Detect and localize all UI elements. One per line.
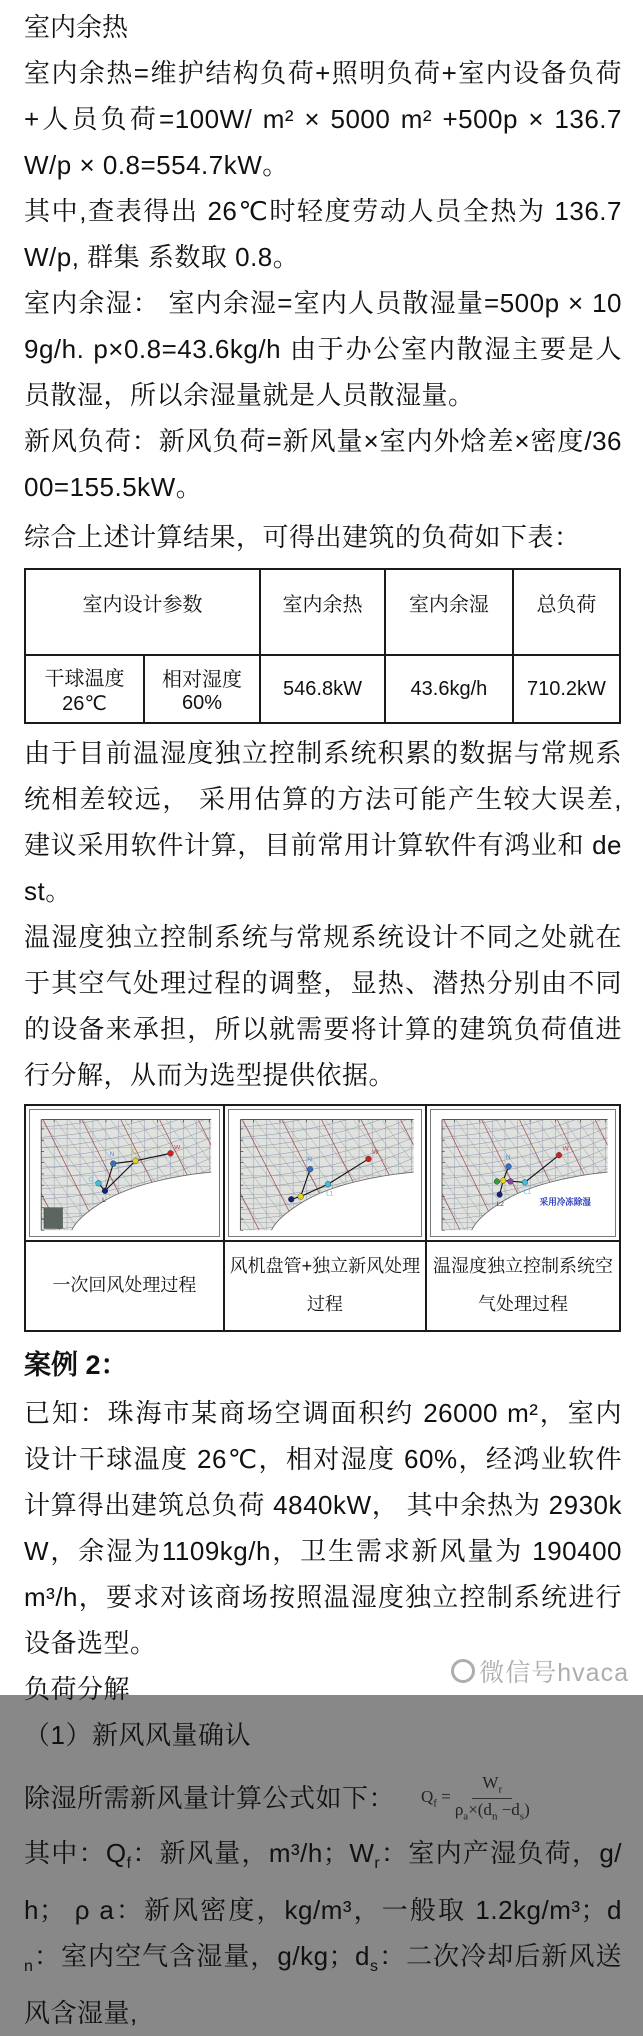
chart-cell-3: [426, 1105, 620, 1241]
paragraph-software: 由于目前温湿度独立控制系统积累的数据与常规系统相差较远， 采用估算的方法可能产生较大误差,建议采用软件计算，目前常用计算软件有鸿业和 dest。: [24, 738, 622, 906]
header-indoor-heat: 室内余热: [260, 569, 385, 655]
svg-text:L1: L1: [325, 1190, 334, 1198]
cell-total-load-value: 710.2kW: [513, 655, 620, 723]
header-indoor-moisture: 室内余湿: [385, 569, 513, 655]
chart-cell-2: [224, 1105, 426, 1241]
svg-text:N: N: [109, 1151, 115, 1159]
chart-caption-2: 风机盘管+独立新风处理过程: [224, 1241, 426, 1331]
psychrometric-chart-3: [433, 1112, 613, 1234]
process-charts-table: [24, 1104, 621, 1332]
svg-text:L: L: [102, 1197, 106, 1205]
svg-text:W: W: [562, 1145, 569, 1153]
header-design-params: 室内设计参数: [25, 569, 260, 655]
paragraph-formula-terms: 其中：$Q_f$：新风量，m³/h；$W_r$：室内产湿负荷，g/h； ρ a：新风密度，kg/m³，一般取 1.2kg/m³；$d_n$：室内空气含湿量，g/kg；$d_s$：二次冷却后新风送风含湿量,: [24, 1838, 622, 2029]
svg-text:N: N: [505, 1153, 511, 1161]
psychrometric-chart-1: [32, 1112, 217, 1234]
formula-label: 除湿所需新风量计算公式如下：: [24, 1783, 396, 1813]
chart-caption-1: 一次回风处理过程: [25, 1241, 224, 1331]
cell-indoor-moisture-value: 43.6kg/h: [385, 655, 513, 723]
formula-numerator: $W_r$: [472, 1773, 512, 1798]
cell-indoor-heat-value: 546.8kW: [260, 655, 385, 723]
load-table-header-row: [25, 569, 620, 655]
formula-lhs: $Q_f$ =: [421, 1786, 451, 1810]
svg-text:L1: L1: [523, 1188, 531, 1196]
paragraph-heat-note: 其中,查表得出 26℃时轻度劳动人员全热为 136.7W/p, 群集 系数取 0.8。: [24, 196, 622, 272]
svg-text:W: W: [371, 1149, 379, 1157]
svg-text:L2: L2: [496, 1200, 504, 1208]
page-title: 室内余热: [24, 12, 129, 42]
paragraph-summary: 综合上述计算结果，可得出建筑的负荷如下表：: [24, 522, 581, 552]
cell-dry-bulb-temp: 干球温度 26℃: [25, 655, 144, 723]
paragraph-fresh-air-load: 新风负荷：新风负荷=新风量×室内外焓差×密度/3600=155.5kW。: [24, 426, 622, 502]
svg-text:W: W: [174, 1144, 181, 1152]
paragraph-case2-known: 已知：珠海市某商场空调面积约 26000 m²，室内设计干球温度 26℃，相对湿度 60%，经鸿业软件计算得出建筑总负荷 4840kW， 其中余热为 2930kW，余湿为1109kg/h，卫生需求新风量为 190400m³/h，要求对该商场按照温湿度独立控制系统进行设备选型。: [24, 1398, 622, 1658]
chart-cell-1: [25, 1105, 224, 1241]
psychrometric-chart-frame-1: [29, 1109, 220, 1237]
building-load-table: [24, 568, 621, 724]
charts-row: [25, 1105, 620, 1241]
paragraph-step1: （1）新风风量确认: [24, 1720, 251, 1750]
case2-heading: 案例 2：: [24, 1350, 128, 1380]
formula-fraction: [455, 1773, 530, 1822]
paragraph-indoor-heat: 室内余热=维护结构负荷+照明负荷+室内设备负荷+人员负荷=100W/ m² × 5000 m² +500p × 136.7W/p × 0.8=554.7kW。: [24, 58, 622, 180]
load-table-data-row: [25, 655, 620, 723]
paragraph-load-decompose: 负荷分解: [24, 1674, 131, 1704]
svg-text:C: C: [131, 1148, 137, 1156]
svg-text:O: O: [88, 1176, 94, 1184]
paragraph-system-difference: 温湿度独立控制系统与常规系统设计不同之处就在于其空气处理过程的调整，显热、潜热分别由不同的设备来承担，所以就需要将计算的建筑负荷值进行分解，从而为选型提供依据。: [24, 922, 622, 1090]
paragraph-indoor-moisture: 室内余湿： 室内余湿=室内人员散湿量=500p × 109g/h. p×0.8=43.6kg/h 由于办公室内散湿主要是人员散湿，所以余湿量就是人员散湿量。: [24, 288, 622, 410]
psychrometric-chart-2: [231, 1112, 419, 1234]
chart-caption-3: 温湿度独立控制系统空气处理过程: [426, 1241, 620, 1331]
watermark-text: 微信号hvaca: [479, 1659, 629, 1687]
psychrometric-chart-frame-3: [430, 1109, 616, 1237]
svg-text:采用冷冻除湿: 采用冷冻除湿: [539, 1196, 591, 1207]
svg-text:N: N: [306, 1156, 312, 1164]
cell-relative-humidity: 相对湿度 60%: [144, 655, 260, 723]
formula-row: [24, 1768, 622, 1828]
fresh-air-volume-formula: [421, 1773, 530, 1822]
header-total-load: 总负荷: [513, 569, 620, 655]
formula-denominator: $\rho_a\times(d_n -d_s)$: [454, 1799, 530, 1822]
captions-row: [25, 1241, 620, 1331]
psychrometric-chart-frame-2: [228, 1109, 422, 1237]
